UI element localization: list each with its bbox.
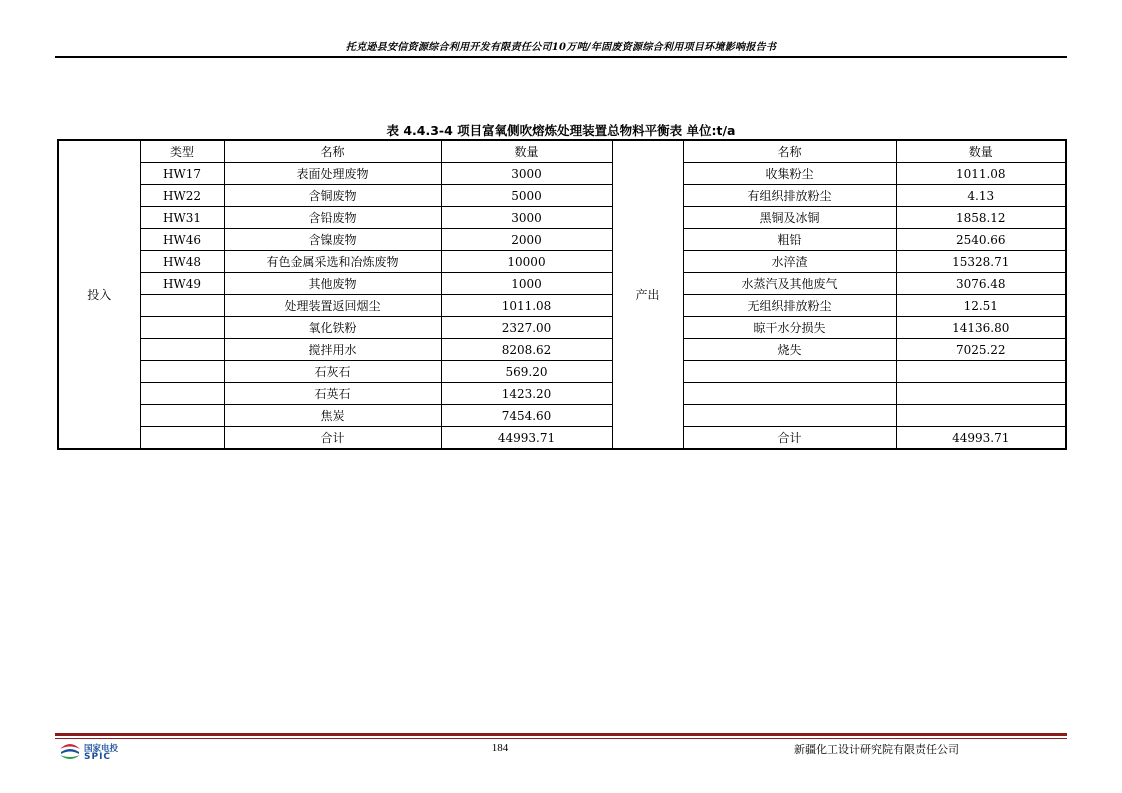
table-row — [58, 361, 1066, 383]
cell-type: HW17 — [140, 163, 224, 185]
table-row — [58, 339, 1066, 361]
material-balance-table — [57, 139, 1067, 450]
cell-output-total-qty: 44993.71 — [896, 427, 1066, 450]
cell-input-name: 石灰石 — [224, 361, 441, 383]
table-row — [58, 317, 1066, 339]
table-row — [58, 251, 1066, 273]
page-number: 184 — [491, 742, 509, 754]
cell-input-qty: 8208.62 — [441, 339, 612, 361]
cell-output-qty: 12.51 — [896, 295, 1066, 317]
cell-input-name: 氧化铁粉 — [224, 317, 441, 339]
cell-input-name: 有色金属采选和冶炼废物 — [224, 251, 441, 273]
cell-output-name: 收集粉尘 — [683, 163, 896, 185]
cell-type: HW49 — [140, 273, 224, 295]
cell-type: HW48 — [140, 251, 224, 273]
cell-input-name: 焦炭 — [224, 405, 441, 427]
cell-input-total-label: 合计 — [224, 427, 441, 450]
cell-type — [140, 427, 224, 450]
header-type: 类型 — [140, 140, 224, 163]
cell-input-qty: 10000 — [441, 251, 612, 273]
cell-type — [140, 317, 224, 339]
cell-output-qty: 1011.08 — [896, 163, 1066, 185]
cell-input-total-qty: 44993.71 — [441, 427, 612, 450]
cell-output-qty: 15328.71 — [896, 251, 1066, 273]
cell-input-name: 搅拌用水 — [224, 339, 441, 361]
header-output-qty: 数量 — [896, 140, 1066, 163]
cell-input-qty: 1423.20 — [441, 383, 612, 405]
cell-input-qty: 3000 — [441, 163, 612, 185]
cell-output-name — [683, 405, 896, 427]
footer-divider-thin — [55, 738, 1067, 739]
table-row — [58, 229, 1066, 251]
table-row — [58, 295, 1066, 317]
cell-output-name — [683, 361, 896, 383]
cell-input-qty: 7454.60 — [441, 405, 612, 427]
table-row — [58, 405, 1066, 427]
footer-divider-thick — [55, 733, 1067, 736]
cell-output-name: 粗铅 — [683, 229, 896, 251]
cell-input-name: 含铜废物 — [224, 185, 441, 207]
cell-input-qty: 569.20 — [441, 361, 612, 383]
logo-text-cn: 国家电投 — [84, 744, 119, 754]
document-header-title: 托克逊县安信资源综合利用开发有限责任公司10万吨/年固废资源综合利用项目环境影响报告书 — [345, 42, 777, 53]
cell-input-name: 含铅废物 — [224, 207, 441, 229]
cell-output-qty — [896, 405, 1066, 427]
cell-output-qty: 3076.48 — [896, 273, 1066, 295]
table-row — [58, 185, 1066, 207]
table-row — [58, 273, 1066, 295]
cell-output-qty: 7025.22 — [896, 339, 1066, 361]
cell-input-qty: 5000 — [441, 185, 612, 207]
cell-input-qty: 2000 — [441, 229, 612, 251]
table-row — [58, 207, 1066, 229]
table-caption: 表 4.4.3-4 项目富氧侧吹熔炼处理装置总物料平衡表 单位:t/a — [386, 123, 736, 138]
logo-text-en: SPIC — [84, 752, 112, 762]
header-input-qty: 数量 — [441, 140, 612, 163]
cell-input-name: 表面处理废物 — [224, 163, 441, 185]
header-input-name: 名称 — [224, 140, 441, 163]
cell-output-name: 有组织排放粉尘 — [683, 185, 896, 207]
cell-output-qty: 2540.66 — [896, 229, 1066, 251]
cell-type: HW46 — [140, 229, 224, 251]
cell-output-name — [683, 383, 896, 405]
cell-output-qty — [896, 383, 1066, 405]
cell-type: HW22 — [140, 185, 224, 207]
cell-input-qty: 3000 — [441, 207, 612, 229]
header-divider — [55, 56, 1067, 58]
cell-type — [140, 295, 224, 317]
cell-type: HW31 — [140, 207, 224, 229]
output-group-label: 产出 — [612, 140, 683, 449]
cell-type — [140, 339, 224, 361]
cell-output-name: 烧失 — [683, 339, 896, 361]
table-row — [58, 163, 1066, 185]
cell-output-qty: 14136.80 — [896, 317, 1066, 339]
cell-type — [140, 383, 224, 405]
table-header-row — [58, 140, 1066, 163]
cell-type — [140, 361, 224, 383]
cell-input-qty: 1000 — [441, 273, 612, 295]
cell-input-name: 含镍废物 — [224, 229, 441, 251]
header-output-name: 名称 — [683, 140, 896, 163]
cell-input-qty: 2327.00 — [441, 317, 612, 339]
cell-input-name: 其他废物 — [224, 273, 441, 295]
cell-input-name: 处理装置返回烟尘 — [224, 295, 441, 317]
cell-output-name: 无组织排放粉尘 — [683, 295, 896, 317]
input-group-label: 投入 — [58, 140, 140, 449]
footer-organization: 新疆化工设计研究院有限责任公司 — [794, 743, 959, 756]
cell-output-qty: 4.13 — [896, 185, 1066, 207]
table-row — [58, 383, 1066, 405]
cell-output-name: 水淬渣 — [683, 251, 896, 273]
cell-type — [140, 405, 224, 427]
cell-input-qty: 1011.08 — [441, 295, 612, 317]
table-total-row — [58, 427, 1066, 450]
cell-input-name: 石英石 — [224, 383, 441, 405]
cell-output-qty — [896, 361, 1066, 383]
cell-output-name: 晾干水分损失 — [683, 317, 896, 339]
cell-output-name: 黑铜及冰铜 — [683, 207, 896, 229]
cell-output-qty: 1858.12 — [896, 207, 1066, 229]
cell-output-total-label: 合计 — [683, 427, 896, 450]
cell-output-name: 水蒸汽及其他废气 — [683, 273, 896, 295]
